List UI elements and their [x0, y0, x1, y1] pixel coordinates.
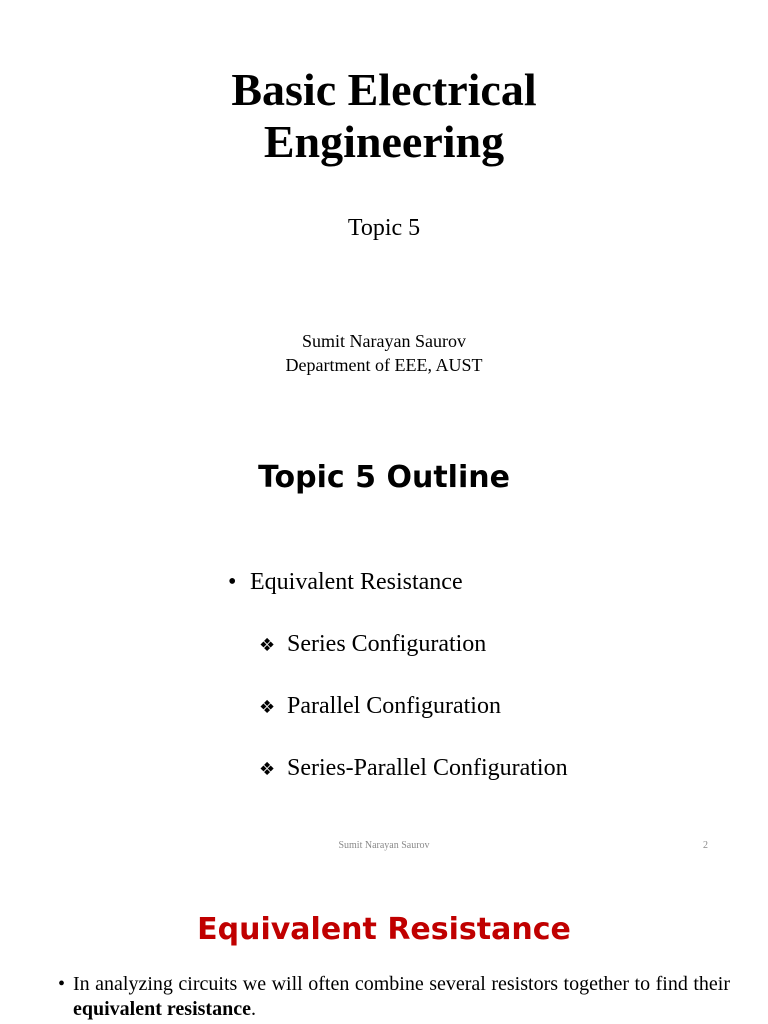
- footer-page-number: 2: [703, 840, 708, 851]
- outline-bullet-label: Equivalent Resistance: [250, 569, 463, 595]
- body-text-bold: equivalent resistance: [73, 998, 251, 1020]
- diamond-bullet-icon: ❖: [259, 697, 276, 718]
- bullet-icon: •: [58, 973, 66, 995]
- body-paragraph: [58, 972, 730, 1022]
- author-name: Sumit Narayan Saurov: [302, 331, 466, 351]
- slide-title-line-2: Engineering: [263, 116, 505, 167]
- outline-bullet-item: [228, 566, 463, 598]
- body-text-start: In analyzing circuits we will often combine several resistors together to find their: [73, 973, 730, 995]
- author-block: [0, 329, 768, 377]
- outline-sub-item: [259, 752, 568, 786]
- footer-author: Sumit Narayan Saurov: [338, 840, 430, 851]
- outline-heading: Topic 5 Outline: [258, 460, 510, 495]
- diamond-bullet-icon: ❖: [259, 635, 276, 656]
- outline-sub-item: [259, 628, 486, 662]
- outline-sub-item: [259, 690, 501, 724]
- section-heading: Equivalent Resistance: [197, 912, 571, 947]
- body-paragraph-text: [58, 972, 730, 1022]
- outline-sub-label: Series Configuration: [287, 631, 487, 657]
- outline-sub-label: Parallel Configuration: [287, 693, 501, 719]
- body-text-end: .: [250, 998, 256, 1020]
- slide-subtitle: Topic 5: [347, 215, 421, 241]
- bullet-icon: •: [228, 569, 237, 595]
- diamond-bullet-icon: ❖: [259, 759, 276, 780]
- slide-title: [0, 64, 768, 168]
- author-department: Department of EEE, AUST: [285, 355, 483, 375]
- slide-title-line-1: Basic Electrical: [231, 64, 537, 115]
- outline-sub-label: Series-Parallel Configuration: [287, 755, 568, 781]
